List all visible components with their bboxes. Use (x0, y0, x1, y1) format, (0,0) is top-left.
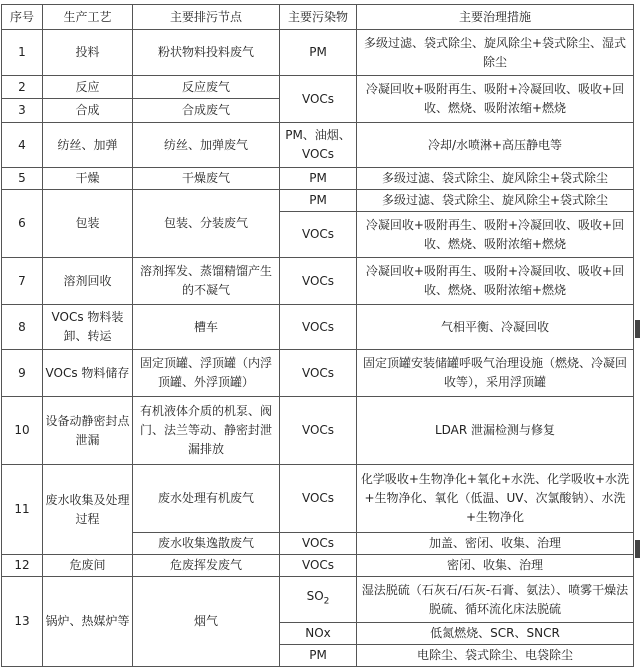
cell-no: 13 (2, 577, 43, 667)
cell-pollutant: VOCs (280, 258, 357, 305)
cell-process: 干燥 (43, 168, 133, 190)
table-header-row (2, 5, 634, 30)
cell-measure: 电除尘、袋式除尘、电袋除尘 (357, 645, 634, 667)
header-pollutant: 主要污染物 (280, 5, 357, 30)
table-row (2, 577, 634, 623)
cell-node: 合成废气 (133, 99, 280, 123)
cell-no: 3 (2, 99, 43, 123)
cell-measure: 加盖、密闭、收集、治理 (357, 533, 634, 555)
scroll-marker (635, 540, 640, 558)
table-row (2, 397, 634, 465)
table-row (2, 76, 634, 99)
cell-node: 槽车 (133, 305, 280, 350)
cell-measure: 多级过滤、袋式除尘、旋风除尘+袋式除尘、湿式除尘 (357, 30, 634, 76)
cell-pollutant: PM (280, 30, 357, 76)
header-no: 序号 (2, 5, 43, 30)
cell-node: 有机液体介质的机泵、阀门、法兰等动、静密封泄漏排放 (133, 397, 280, 465)
cell-process: VOCs 物料储存 (43, 350, 133, 397)
cell-no: 9 (2, 350, 43, 397)
cell-pollutant: PM (280, 190, 357, 212)
table-row (2, 555, 634, 577)
cell-measure: LDAR 泄漏检测与修复 (357, 397, 634, 465)
cell-measure: 化学吸收+生物净化+氧化+水洗、化学吸收+水洗+生物净化、氧化（低温、UV、次氯酸钠）、水洗+生物净化 (357, 465, 634, 533)
cell-pollutant: VOCs (280, 305, 357, 350)
scroll-marker (635, 320, 640, 338)
cell-no: 6 (2, 190, 43, 258)
header-measure: 主要治理措施 (357, 5, 634, 30)
cell-node: 反应废气 (133, 76, 280, 99)
cell-node: 危废挥发废气 (133, 555, 280, 577)
table-row (2, 168, 634, 190)
header-process: 生产工艺 (43, 5, 133, 30)
table-row (2, 190, 634, 212)
table-row (2, 30, 634, 76)
table-row (2, 305, 634, 350)
cell-measure: 冷凝回收+吸附再生、吸附+冷凝回收、吸收+回收、燃烧、吸附浓缩+燃烧 (357, 76, 634, 123)
cell-pollutant: VOCs (280, 397, 357, 465)
cell-pollutant: PM (280, 168, 357, 190)
cell-measure: 冷凝回收+吸附再生、吸附+冷凝回收、吸收+回收、燃烧、吸附浓缩+燃烧 (357, 212, 634, 258)
cell-node: 干燥废气 (133, 168, 280, 190)
cell-measure: 密闭、收集、治理 (357, 555, 634, 577)
cell-process: 溶剂回收 (43, 258, 133, 305)
table-row (2, 258, 634, 305)
pollution-control-table (1, 4, 634, 667)
cell-node: 废水处理有机废气 (133, 465, 280, 533)
cell-pollutant: VOCs (280, 555, 357, 577)
cell-no: 1 (2, 30, 43, 76)
cell-no: 10 (2, 397, 43, 465)
cell-no: 7 (2, 258, 43, 305)
cell-measure: 多级过滤、袋式除尘、旋风除尘+袋式除尘 (357, 190, 634, 212)
cell-pollutant (280, 577, 357, 623)
cell-measure: 湿法脱硫（石灰石/石灰-石膏、氨法）、喷雾干燥法脱硫、循环流化床法脱硫 (357, 577, 634, 623)
cell-pollutant: VOCs (280, 533, 357, 555)
so2-base: SO (306, 589, 324, 604)
cell-process: VOCs 物料装卸、转运 (43, 305, 133, 350)
cell-pollutant: VOCs (280, 76, 357, 123)
header-node: 主要排污节点 (133, 5, 280, 30)
cell-measure: 固定顶罐安装储罐呼吸气治理设施（燃烧、冷凝回收等），采用浮顶罐 (357, 350, 634, 397)
cell-no: 2 (2, 76, 43, 99)
cell-node: 烟气 (133, 577, 280, 667)
cell-pollutant: PM (280, 645, 357, 667)
cell-node: 包装、分装废气 (133, 190, 280, 258)
cell-measure: 冷却/水喷淋+高压静电等 (357, 123, 634, 168)
cell-process: 废水收集及处理过程 (43, 465, 133, 555)
cell-process: 投料 (43, 30, 133, 76)
cell-no: 4 (2, 123, 43, 168)
cell-pollutant: VOCs (280, 212, 357, 258)
cell-node: 固定顶罐、浮顶罐（内浮顶罐、外浮顶罐） (133, 350, 280, 397)
cell-node: 粉状物料投料废气 (133, 30, 280, 76)
cell-node: 纺丝、加弹废气 (133, 123, 280, 168)
cell-pollutant: NOx (280, 623, 357, 645)
table-row (2, 123, 634, 168)
cell-no: 5 (2, 168, 43, 190)
cell-no: 12 (2, 555, 43, 577)
table-row (2, 350, 634, 397)
cell-process: 危废间 (43, 555, 133, 577)
cell-measure: 低氮燃烧、SCR、SNCR (357, 623, 634, 645)
cell-measure: 气相平衡、冷凝回收 (357, 305, 634, 350)
table-row (2, 465, 634, 533)
so2-subscript: 2 (323, 596, 330, 607)
cell-node: 废水收集逸散废气 (133, 533, 280, 555)
cell-pollutant: VOCs (280, 465, 357, 533)
cell-process: 反应 (43, 76, 133, 99)
cell-process: 合成 (43, 99, 133, 123)
cell-measure: 冷凝回收+吸附再生、吸附+冷凝回收、吸收+回收、燃烧、吸附浓缩+燃烧 (357, 258, 634, 305)
cell-pollutant: PM、油烟、VOCs (280, 123, 357, 168)
cell-measure: 多级过滤、袋式除尘、旋风除尘+袋式除尘 (357, 168, 634, 190)
cell-pollutant: VOCs (280, 350, 357, 397)
cell-no: 8 (2, 305, 43, 350)
cell-no: 11 (2, 465, 43, 555)
cell-process: 锅炉、热媒炉等 (43, 577, 133, 667)
cell-process: 包装 (43, 190, 133, 258)
cell-process: 纺丝、加弹 (43, 123, 133, 168)
cell-process: 设备动静密封点泄漏 (43, 397, 133, 465)
cell-node: 溶剂挥发、蒸馏精馏产生的不凝气 (133, 258, 280, 305)
